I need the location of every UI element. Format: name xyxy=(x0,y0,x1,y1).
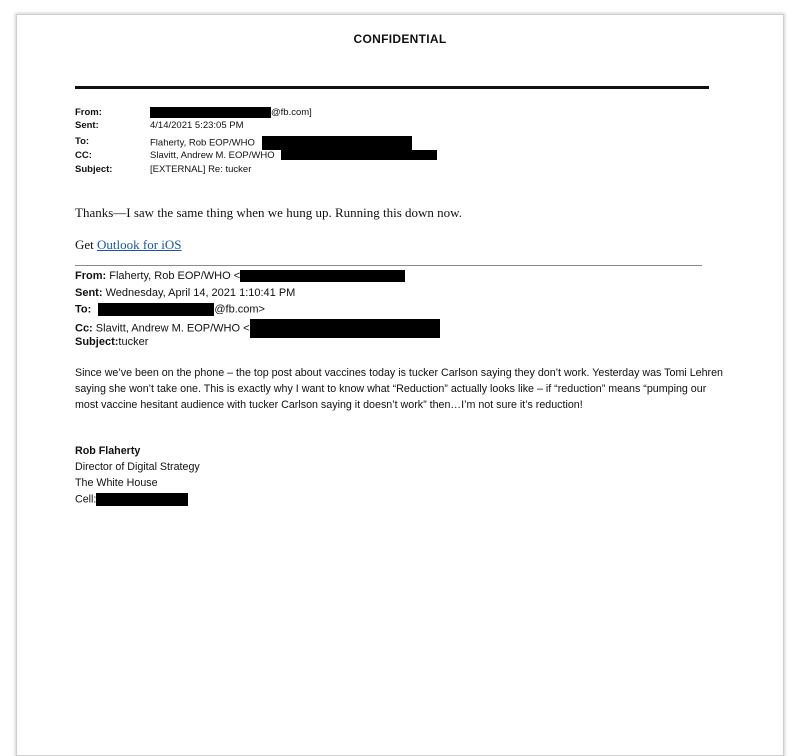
from-label: From: xyxy=(75,107,102,118)
subject-label: Subject: xyxy=(75,164,113,175)
signature-title: Director of Digital Strategy xyxy=(75,461,200,473)
forwarded-to-value: @fb.com> xyxy=(214,303,265,316)
signature-cell-row xyxy=(75,493,188,506)
signature-org: The White House xyxy=(75,477,158,489)
cc-label: CC: xyxy=(75,150,92,161)
header-to-row xyxy=(75,136,715,148)
forwarded-subject-row xyxy=(75,336,148,348)
sent-value: 4/14/2021 5:23:05 PM xyxy=(150,120,244,131)
forwarded-to-label: To: xyxy=(75,303,92,316)
header-cc-row xyxy=(75,150,715,162)
forwarded-cc-label: Cc: xyxy=(75,322,93,335)
to-value: Flaherty, Rob EOP/WHO xyxy=(150,137,255,149)
from-value: @fb.com] xyxy=(271,107,312,119)
get-outlook-line xyxy=(75,237,182,253)
redaction-block xyxy=(281,150,437,160)
header-subject-row xyxy=(75,164,715,176)
redaction-block xyxy=(98,303,214,316)
forwarded-from-label: From: xyxy=(75,270,107,282)
header-divider xyxy=(75,86,709,89)
forwarded-sent-value: Wednesday, April 14, 2021 1:10:41 PM xyxy=(105,287,296,299)
forwarded-from-row xyxy=(75,270,405,282)
get-prefix: Get xyxy=(75,237,94,252)
signature-cell-label: Cell: xyxy=(75,493,97,506)
reply-body: Thanks—I saw the same thing when we hung up. Running this down now. xyxy=(75,205,462,220)
confidential-heading: CONFIDENTIAL xyxy=(353,32,447,46)
forwarded-cc-value: Slavitt, Andrew M. EOP/WHO < xyxy=(95,322,250,335)
forwarded-subject-label: Subject: xyxy=(75,336,119,348)
sent-label: Sent: xyxy=(75,120,99,131)
forwarded-from-value: Flaherty, Rob EOP/WHO < xyxy=(109,270,241,282)
header-from-row xyxy=(75,107,715,119)
redaction-block xyxy=(96,493,188,506)
outlook-ios-link[interactable]: Outlook for iOS xyxy=(97,237,182,252)
forwarded-sent-row xyxy=(75,287,295,299)
forward-divider xyxy=(75,265,702,266)
header-sent-row xyxy=(75,120,715,132)
forwarded-sent-label: Sent: xyxy=(75,287,103,299)
subject-value: [EXTERNAL] Re: tucker xyxy=(150,164,252,175)
forwarded-message-body: Since we’ve been on the phone – the top post about vaccines today is tucker Carlson saying they don’t work. Yesterday was Tomi Lehren saying she won’t take one. This is exactly why I want to know what “Reduction” actually looks like – if “reduction” means “pumping our most vaccine hesitant audience with tucker Carlson saying it doesn’t work” then…I’m not sure it’s reduction! xyxy=(75,367,723,411)
redaction-block xyxy=(250,319,440,338)
redaction-block xyxy=(150,107,271,118)
signature-name: Rob Flaherty xyxy=(75,445,141,457)
to-label: To: xyxy=(75,136,90,147)
forwarded-to-row xyxy=(75,303,265,316)
redaction-block xyxy=(240,270,405,282)
cc-value: Slavitt, Andrew M. EOP/WHO xyxy=(150,150,275,161)
redaction-block xyxy=(262,136,412,150)
forwarded-subject-value: tucker xyxy=(118,336,149,348)
